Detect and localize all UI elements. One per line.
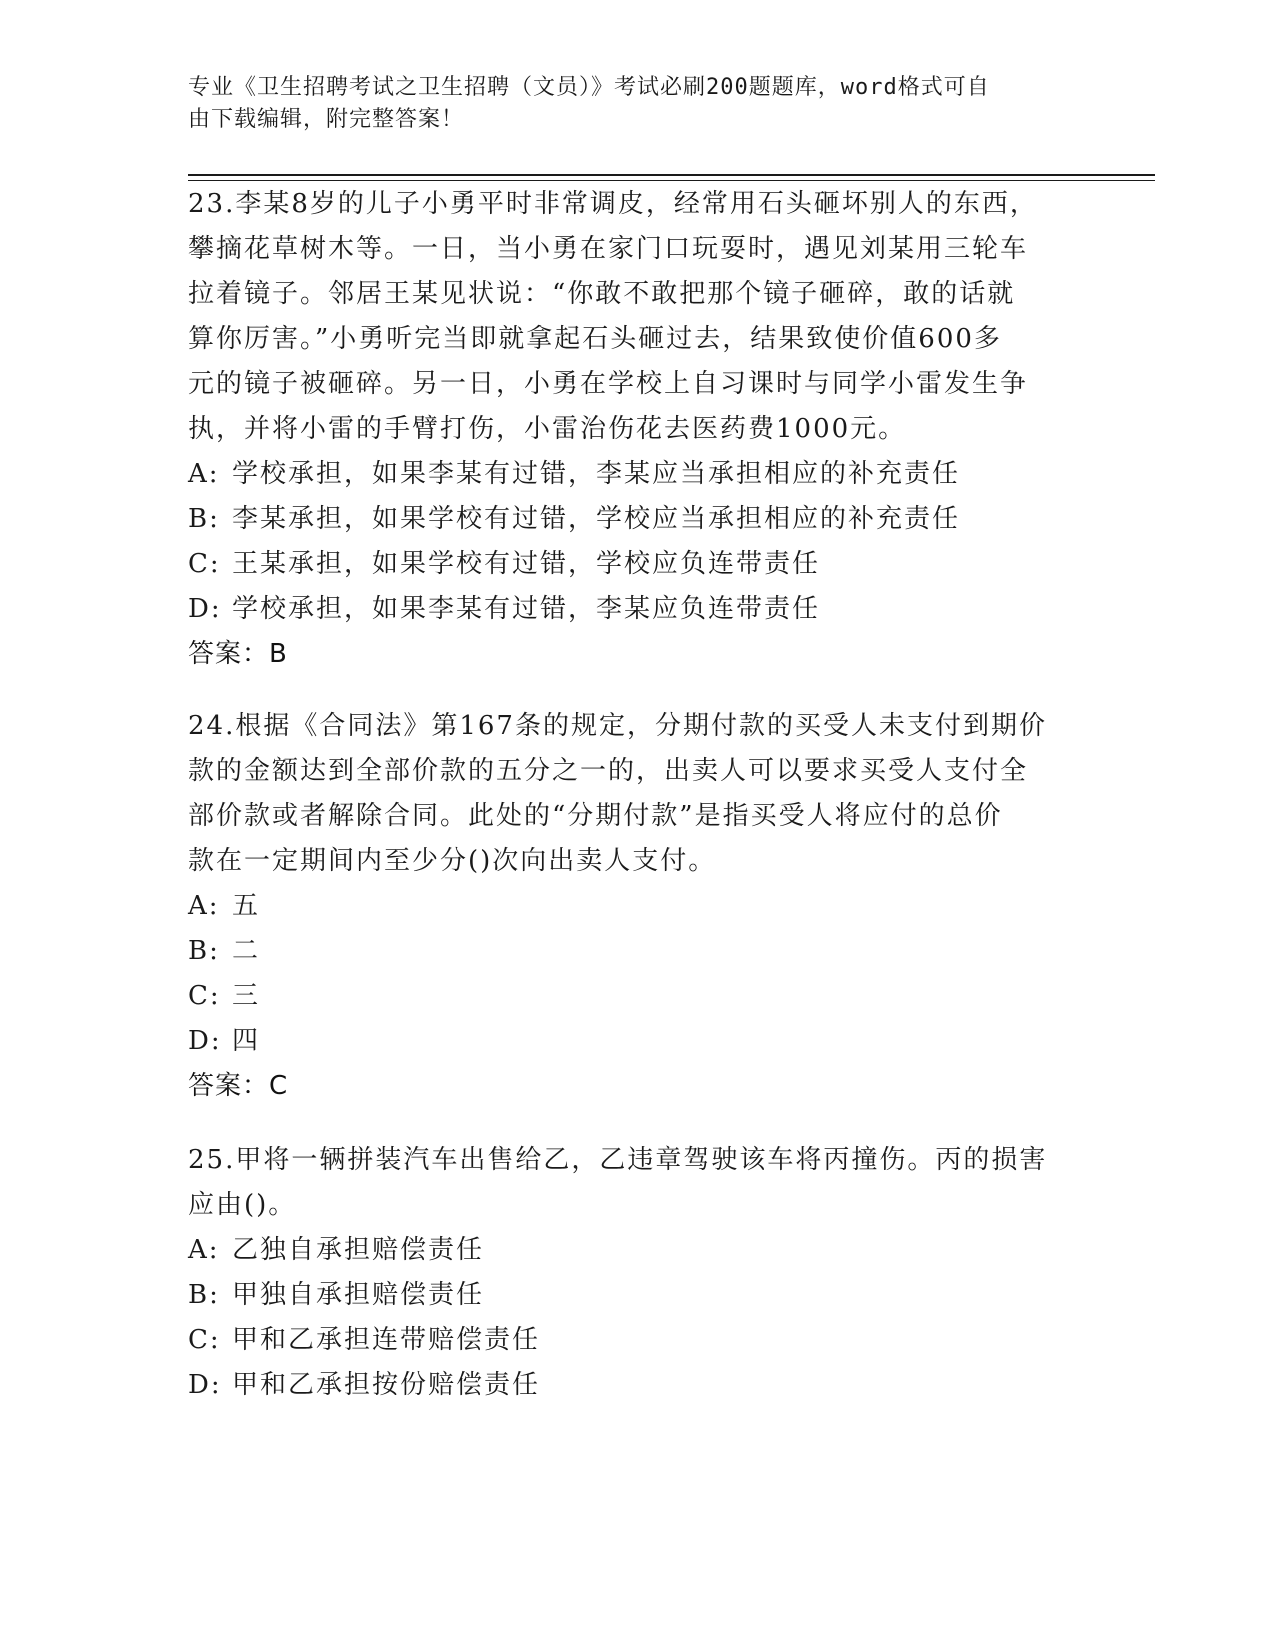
option-text: 甲和乙承担按份赔偿责任	[232, 1370, 541, 1400]
option-b	[188, 497, 1068, 542]
header-line-2: 由下载编辑，附完整答案！	[188, 107, 465, 132]
option-text: 二	[232, 936, 261, 966]
question-text-line: 款在一定期间内至少分()次向出卖人支付。	[188, 846, 717, 876]
option-d	[188, 587, 1068, 632]
question-text-line: 款的金额达到全部价款的五分之一的，出卖人可以要求买受人支付全	[188, 756, 1029, 786]
option-c	[188, 1318, 1068, 1363]
option-letter: B:	[188, 504, 220, 534]
option-text: 王某承担，如果学校有过错，学校应负连带责任	[232, 549, 821, 579]
option-text: 甲和乙承担连带赔偿责任	[232, 1325, 541, 1355]
document-header	[188, 72, 1068, 136]
option-text: 四	[232, 1026, 261, 1056]
option-text: 五	[232, 891, 261, 921]
question-24	[188, 704, 1068, 1109]
option-text: 甲独自承担赔偿责任	[232, 1280, 485, 1310]
question-text-line: 拉着镜子。邻居王某见状说：“你敢不敢把那个镜子砸碎，敢的话就	[188, 279, 1016, 309]
question-23	[188, 182, 1068, 677]
option-text: 三	[232, 981, 261, 1011]
question-text-line: 执，并将小雷的手臂打伤，小雷治伤花去医药费1000元。	[188, 414, 907, 444]
question-text-line: 应由()。	[188, 1190, 297, 1220]
option-letter: A:	[188, 459, 220, 489]
option-a	[188, 452, 1068, 497]
header-divider-thick	[188, 174, 1155, 176]
question-25	[188, 1138, 1068, 1408]
option-text: 乙独自承担赔偿责任	[232, 1235, 485, 1265]
option-letter: C:	[188, 549, 221, 579]
option-c	[188, 974, 1068, 1019]
option-letter: B:	[188, 936, 220, 966]
question-text-line: 算你厉害。”小勇听完当即就拿起石头砸过去，结果致使价值600多	[188, 324, 1002, 354]
option-letter: C:	[188, 981, 221, 1011]
option-a	[188, 1228, 1068, 1273]
question-text-line: 23.李某8岁的儿子小勇平时非常调皮，经常用石头砸坏别人的东西，	[188, 189, 1038, 219]
option-d	[188, 1019, 1068, 1064]
option-c	[188, 542, 1068, 587]
option-letter: C:	[188, 1325, 221, 1355]
question-text-line: 25.甲将一辆拼装汽车出售给乙，乙违章驾驶该车将丙撞伤。丙的损害	[188, 1145, 1048, 1175]
option-letter: D:	[188, 1026, 222, 1056]
option-text: 学校承担，如果李某有过错，李某应负连带责任	[232, 594, 821, 624]
option-a	[188, 884, 1068, 929]
question-text-line: 攀摘花草树木等。一日，当小勇在家门口玩耍时，遇见刘某用三轮车	[188, 234, 1029, 264]
option-letter: A:	[188, 1235, 220, 1265]
header-line-1: 专业《卫生招聘考试之卫生招聘（文员）》考试必刷200题题库，word格式可自	[188, 75, 990, 100]
option-d	[188, 1363, 1068, 1408]
option-b	[188, 1273, 1068, 1318]
option-letter: A:	[188, 891, 220, 921]
answer-label: 答案：B	[188, 639, 288, 669]
answer-label: 答案：C	[188, 1071, 289, 1101]
option-letter: D:	[188, 594, 222, 624]
header-divider-thin	[188, 180, 1155, 181]
option-text: 学校承担，如果李某有过错，李某应当承担相应的补充责任	[232, 459, 961, 489]
question-text-line: 24.根据《合同法》第167条的规定，分期付款的买受人未支付到期价	[188, 711, 1047, 741]
option-text: 李某承担，如果学校有过错，学校应当承担相应的补充责任	[232, 504, 961, 534]
option-letter: D:	[188, 1370, 222, 1400]
option-letter: B:	[188, 1280, 220, 1310]
question-text-line: 元的镜子被砸碎。另一日，小勇在学校上自习课时与同学小雷发生争	[188, 369, 1029, 399]
option-b	[188, 929, 1068, 974]
question-text-line: 部价款或者解除合同。此处的“分期付款”是指买受人将应付的总价	[188, 801, 1003, 831]
